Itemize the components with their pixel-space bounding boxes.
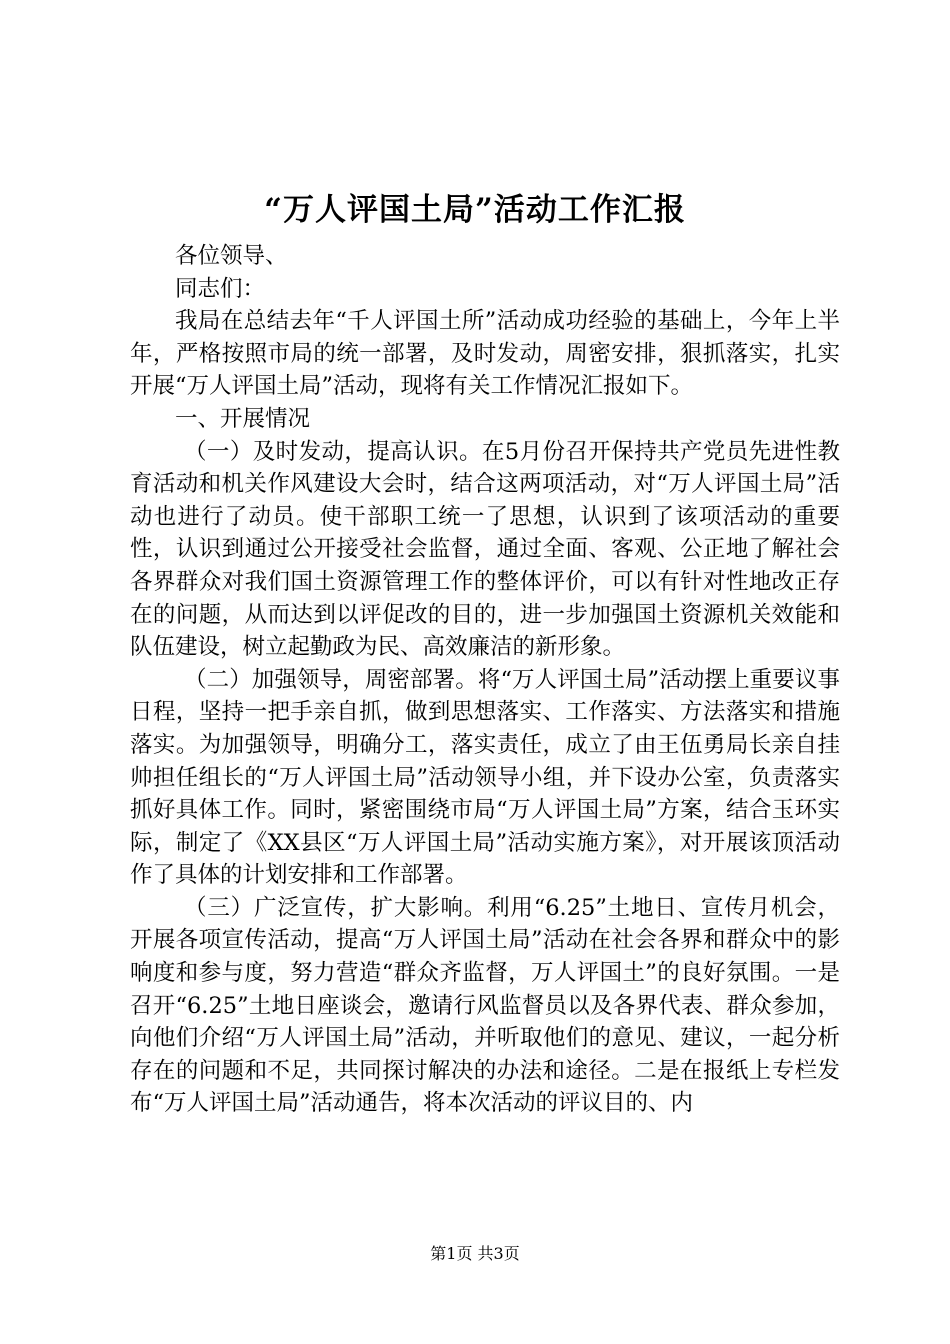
document-title: “万人评国土局”活动工作汇报 [264, 192, 686, 228]
document-body [130, 240, 840, 1120]
page-footer: 第1页 共3页 [430, 1244, 520, 1263]
subsection-3-paragraph: （三）广泛宣传，扩大影响。利用“6.25”土地日、宣传月机会，开展各项宣传活动，提高“万人评国土局”活动在社会各界和群众中的影响度和参与度，努力营造“群众齐监督，万人评国土”的良好氛围。一是召开“6.25”土地日座谈会，邀请行风监督员以及各界代表、群众参加，向他们介绍“万人评国土局”活动，并听取他们的意见、建议，一起分析存在的问题和不足，共同探讨解决的办法和途径。二是在报纸上专栏发布“万人评国土局”活动通告，将本次活动的评议目的、内 [130, 894, 840, 1117]
section-heading-1: 一、开展情况 [175, 405, 311, 432]
subsection-1-paragraph: （一）及时发动，提高认识。在5月份召开保持共产党员先进性教育活动和机关作风建设大会时，结合这两项活动，对“万人评国土局”活动也进行了动员。使干部职工统一了思想，认识到了该项活动的重要性，认识到通过公开接受社会监督，通过全面、客观、公正地了解社会各界群众对我们国土资源管理工作的整体评价，可以有针对性地改正存在的问题，从而达到以评促改的目的，进一步加强国土资源机关效能和队伍建设，树立起勤政为民、高效廉洁的新形象。 [130, 438, 840, 661]
salutation-leaders: 各位领导、 [175, 243, 288, 269]
salutation-comrades: 同志们： [175, 275, 266, 302]
intro-paragraph: 我局在总结去年“千人评国土所”活动成功经验的基础上，今年上半年，严格按照市局的统一部署，及时发动，周密安排，狠抓落实，扎实开展“万人评国土局”活动，现将有关工作情况汇报如下。 [130, 308, 840, 400]
subsection-2-paragraph: （二）加强领导，周密部署。将“万人评国土局”活动摆上重要议事日程，坚持一把手亲自抓，做到思想落实、工作落实、方法落实和措施落实。为加强领导，明确分工，落实责任，成立了由王伍勇局长亲自挂帅担任组长的“万人评国土局”活动领导小组，并下设办公室，负责落实抓好具体工作。同时，紧密围绕市局“万人评国土局”方案，结合玉环实际，制定了《XX县区“万人评国土局”活动实施方案》，对开展该顶活动作了具体的计划安排和工作部署。 [130, 666, 840, 889]
